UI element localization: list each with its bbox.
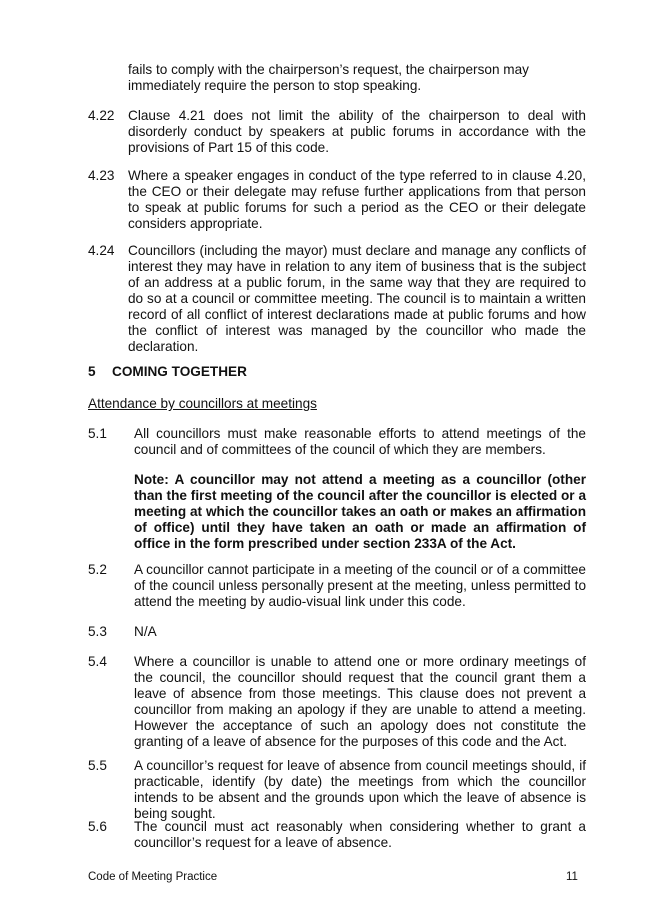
note-text: Note: A councillor may not attend a meeting as a councillor (other than the first meeting of the council after the councillor is elected or a meeting at which the councillor takes an oath or makes an affirmation of office) until they have taken an oath or made an affirmation of office in the form prescribed under section 233A of the Act. [134,472,586,551]
clause-number: 5.1 [88,426,107,441]
clause-text: Where a speaker engages in conduct of the type referred to in clause 4.20, the CEO or their delegate may refuse further applications from that person to speak at public forums for such a period as the CEO or their delegate considers appropriate. [128,168,586,231]
clause-text: Clause 4.21 does not limit the ability of the chairperson to deal with disorderly conduct by speakers at public forums in accordance with the provisions of Part 15 of this code. [128,108,586,155]
footer-title: Code of Meeting Practice [88,871,218,883]
clause-text: All councillors must make reasonable efforts to attend meetings of the council and of committees of the council of which they are members. [134,426,586,457]
clause-number: 4.22 [88,108,115,123]
subheading: Attendance by councillors at meetings [88,396,317,411]
clause-number: 5.6 [88,819,107,834]
section-number: 5 [88,364,96,379]
clause-text: A councillor cannot participate in a meeting of the council or of a committee of the council unless personally present at the meeting, unless permitted to attend the meeting by audio-visual link under this code. [134,562,586,609]
clause-number: 4.23 [88,168,115,183]
clause-number: 5.3 [88,624,107,639]
page-number: 11 [566,871,578,883]
clause-text: Where a councillor is unable to attend one or more ordinary meetings of the council, the councillor should request that the council grant them a leave of absence from those meetings. This clause does not prevent a councillor from making an apology if they are unable to attend a meeting. However the acceptance of such an apology does not constitute the granting of a leave of absence for the purposes of this code and the Act. [134,654,586,749]
clause-number: 4.24 [88,243,115,258]
clause-number: 5.5 [88,758,107,773]
clause-text: The council must act reasonably when considering whether to grant a councillor’s request for a leave of absence. [134,819,586,850]
section-heading [88,364,247,380]
clause-number: 5.4 [88,654,107,669]
continued-paragraph: fails to comply with the chairperson’s request, the chairperson may immediately require the person to stop speaking. [128,62,529,93]
clause-number: 5.2 [88,562,107,577]
clause-text: Councillors (including the mayor) must declare and manage any conflicts of interest they may have in relation to any item of business that is the subject of an address at a public forum, in the same way that they are required to do so at a council or committee meeting. The council is to maintain a written record of all conflict of interest declarations made at public forums and how the conflict of interest was managed by the councillor who made the declaration. [128,243,586,354]
section-title: COMING TOGETHER [112,364,247,379]
clause-text: N/A [134,624,157,639]
clause-text: A councillor’s request for leave of absence from council meetings should, if practicable, identify (by date) the meetings from which the councillor intends to be absent and the grounds upon which the leave of absence is being sought. [134,758,586,821]
